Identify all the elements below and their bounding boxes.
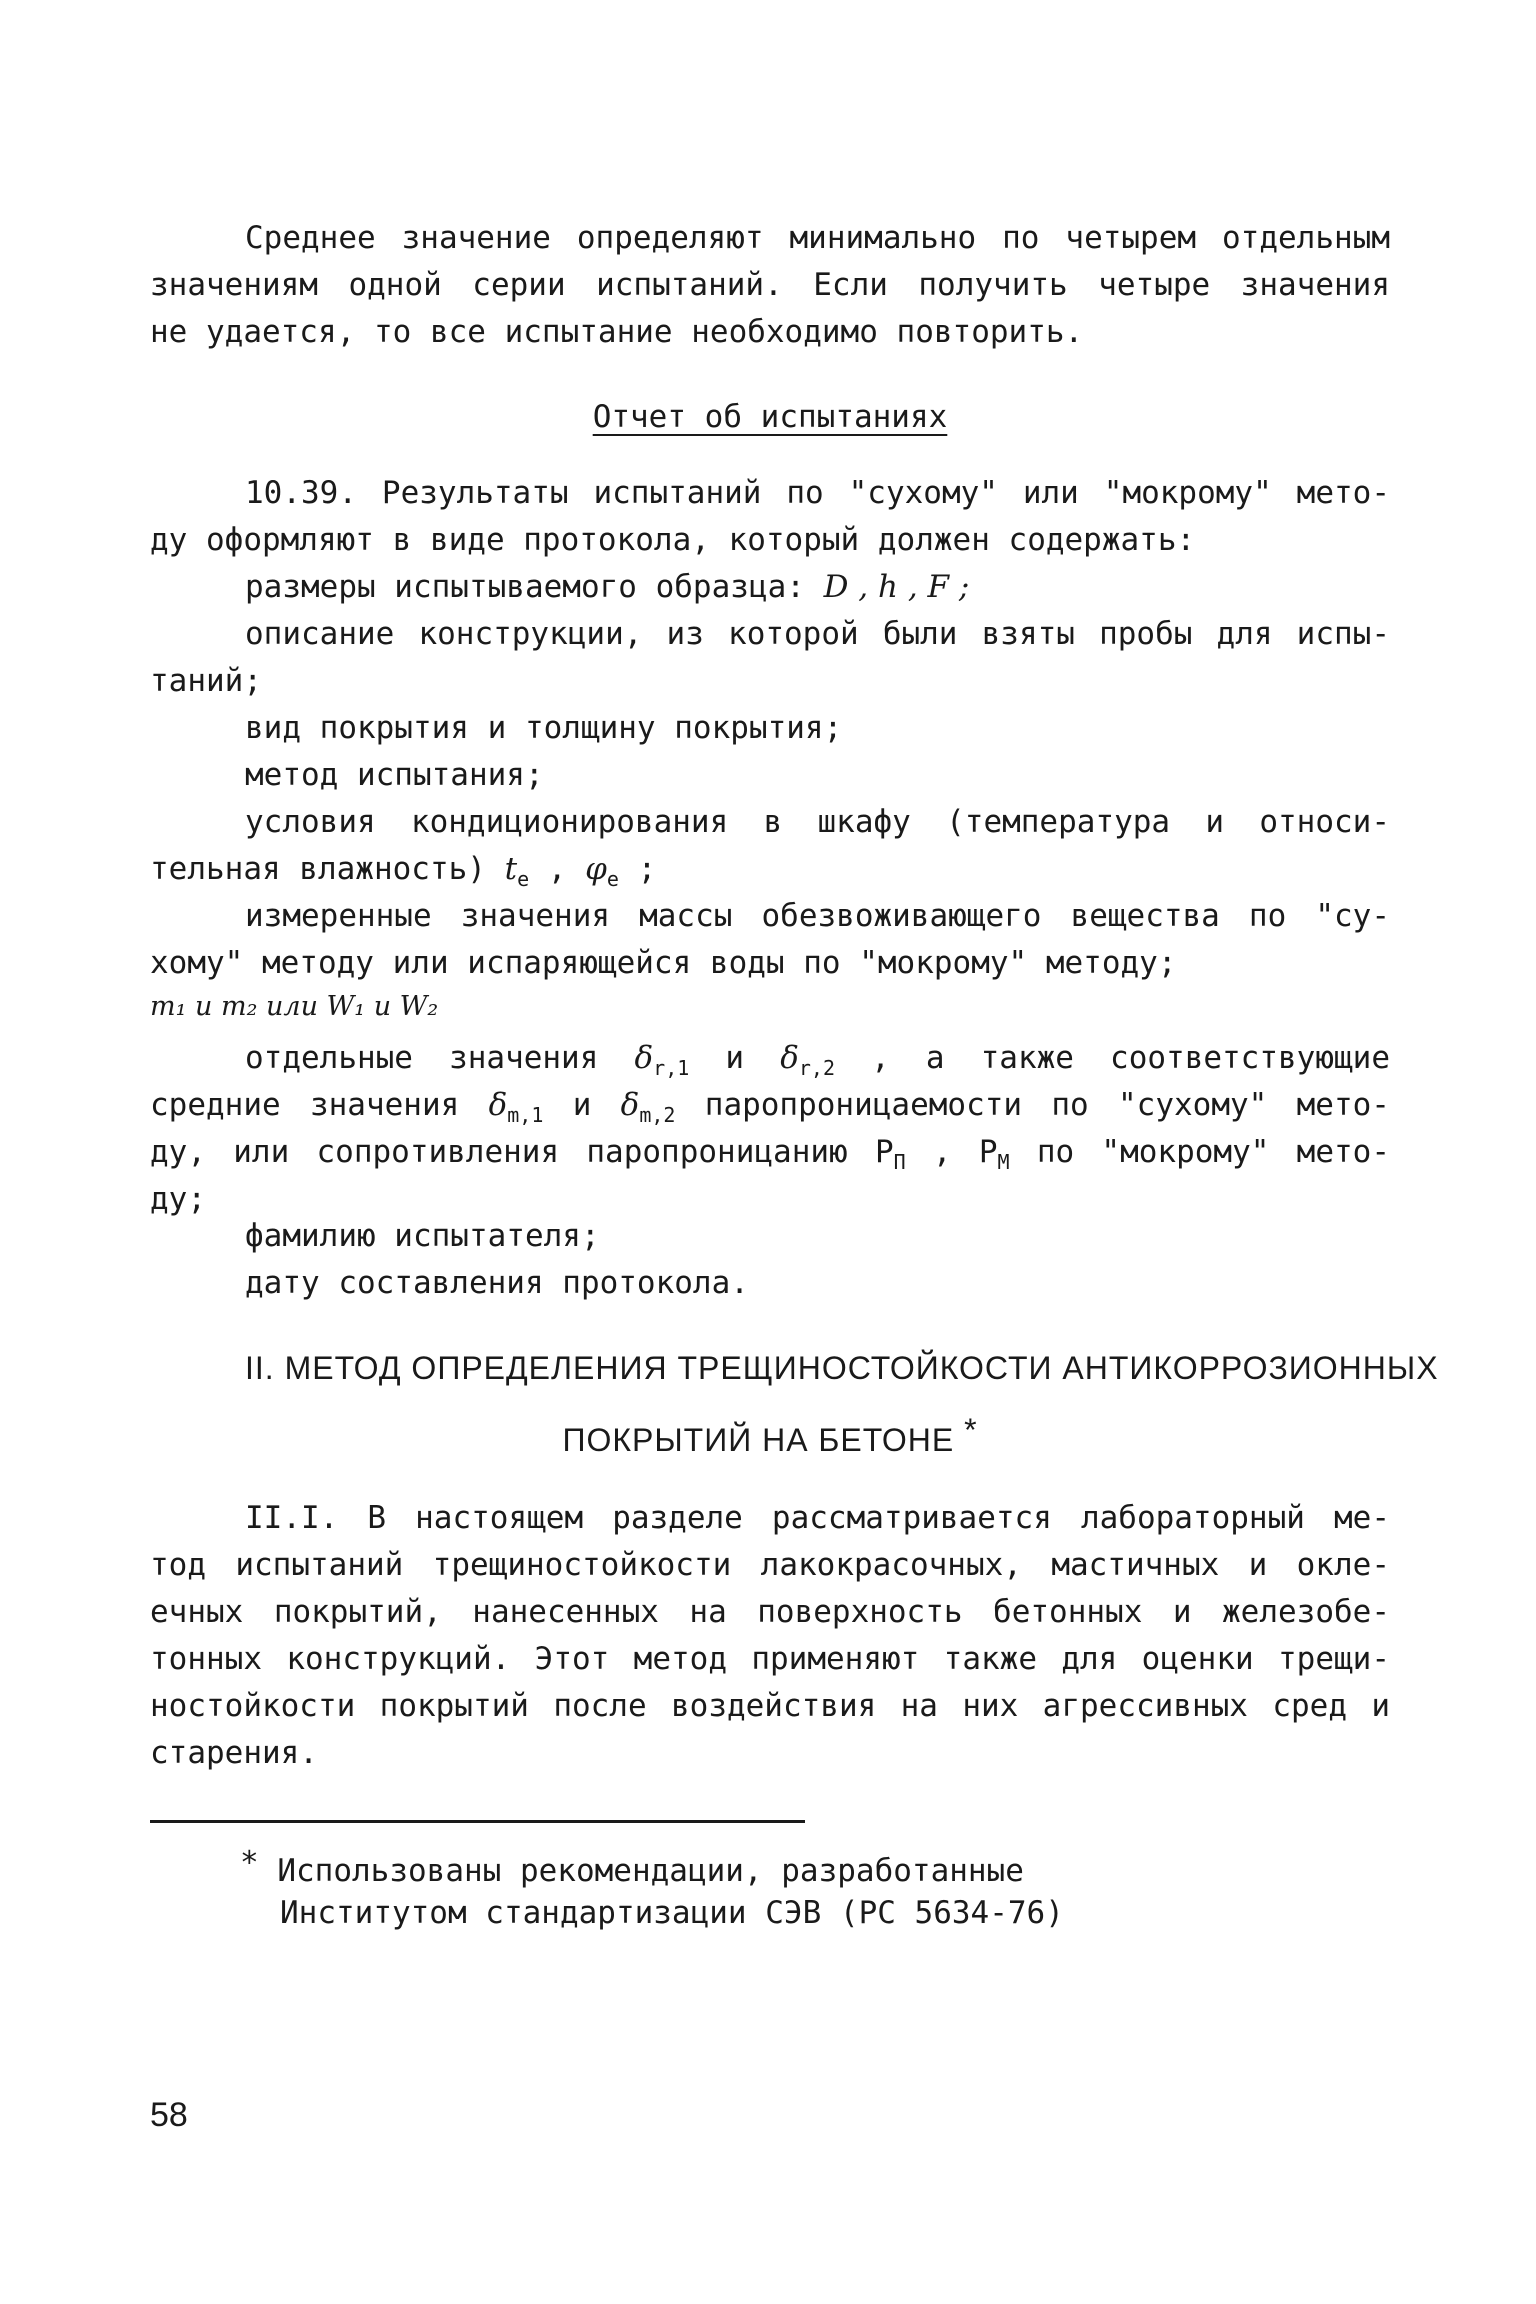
section11-title-line-1: II. МЕТОД ОПРЕДЕЛЕНИЯ ТРЕЩИНОСТОЙКОСТИ АНТИКОРРОЗИОННЫХ	[245, 1350, 1439, 1386]
item-sep-line-3: ду, или сопротивления паропроницанию $P_П$ , $P_M$ по "мокрому" мето-	[150, 1134, 1390, 1174]
p111-line-2: тод испытаний трещиностойкости лакокрасочных, мастичных и окле-	[150, 1547, 1390, 1583]
p111-line-4: тонных конструкций. Этот метод применяют также для оценки трещи-	[150, 1641, 1390, 1677]
item-coating: вид покрытия и толщину покрытия;	[245, 710, 843, 746]
p1039-line-1: 10.39. Результаты испытаний по "сухому" или "мокрому" мето-	[245, 475, 1390, 511]
p111-line-5: ностойкости покрытий после воздействия на них агрессивных сред и	[150, 1688, 1390, 1724]
footnote-rule	[150, 1820, 805, 1823]
p111-line-1: II.I. В настоящем разделе рассматривается лабораторный ме-	[245, 1500, 1390, 1536]
item-cond-line-2: тельная влажность) $t_e$ , $\varphi_e$ ;	[150, 851, 657, 891]
item-meas-line-1: измеренные значения массы обезвоживающего вещества по "су-	[245, 898, 1390, 934]
footnote-line-1: * Использованы рекомендации, разработанные	[240, 1845, 1024, 1889]
item-sizes: размеры испытываемого образца: D , h , F ;	[245, 569, 970, 605]
item-sep-line-2: средние значения $\delta_{m,1}$ и $\delta_{m,2}$ паропроницаемости по "сухому" мето-	[150, 1087, 1390, 1127]
p111-line-6: старения.	[150, 1735, 318, 1771]
section11-title-line-2: ПОКРЫТИЙ НА БЕТОНЕ *	[562, 1412, 978, 1458]
item-meas-line-2: хому" методу или испаряющейся воды по "мокрому" методу;	[150, 945, 1177, 981]
intro-line-3: не удается, то все испытание необходимо повторить.	[150, 314, 1084, 350]
item-cond-line-1: условия кондиционирования в шкафу (температура и относи-	[245, 804, 1390, 840]
item-tester: фамилию испытателя;	[245, 1218, 600, 1254]
footnote-line-2: Институтом стандартизации СЭВ (PC 5634-76)	[280, 1895, 1064, 1931]
p111-line-3: ечных покрытий, нанесенных на поверхность бетонных и железобе-	[150, 1594, 1390, 1630]
intro-line-2: значениям одной серии испытаний. Если получить четыре значения	[150, 267, 1390, 303]
item-method: метод испытания;	[245, 757, 544, 793]
item-date: дату составления протокола.	[245, 1265, 749, 1301]
item-sep-line-4: ду;	[150, 1181, 206, 1217]
item-meas-vars: m₁ и m₂ или W₁ и W₂	[150, 991, 439, 1022]
page-number: 58	[150, 2096, 188, 2134]
intro-line-1: Среднее значение определяют минимально по четырем отдельным	[245, 220, 1390, 256]
p1039-line-2: ду оформляют в виде протокола, который должен содержать:	[150, 522, 1196, 558]
report-heading: Отчет об испытаниях	[592, 399, 948, 435]
item-sep-line-1: отдельные значения $\delta_{r,1}$ и $\delta_{r,2}$ , а также соответствующие	[245, 1040, 1390, 1080]
item-desc-line-1: описание конструкции, из которой были взяты пробы для испы-	[245, 616, 1390, 652]
item-desc-line-2: таний;	[150, 663, 262, 699]
